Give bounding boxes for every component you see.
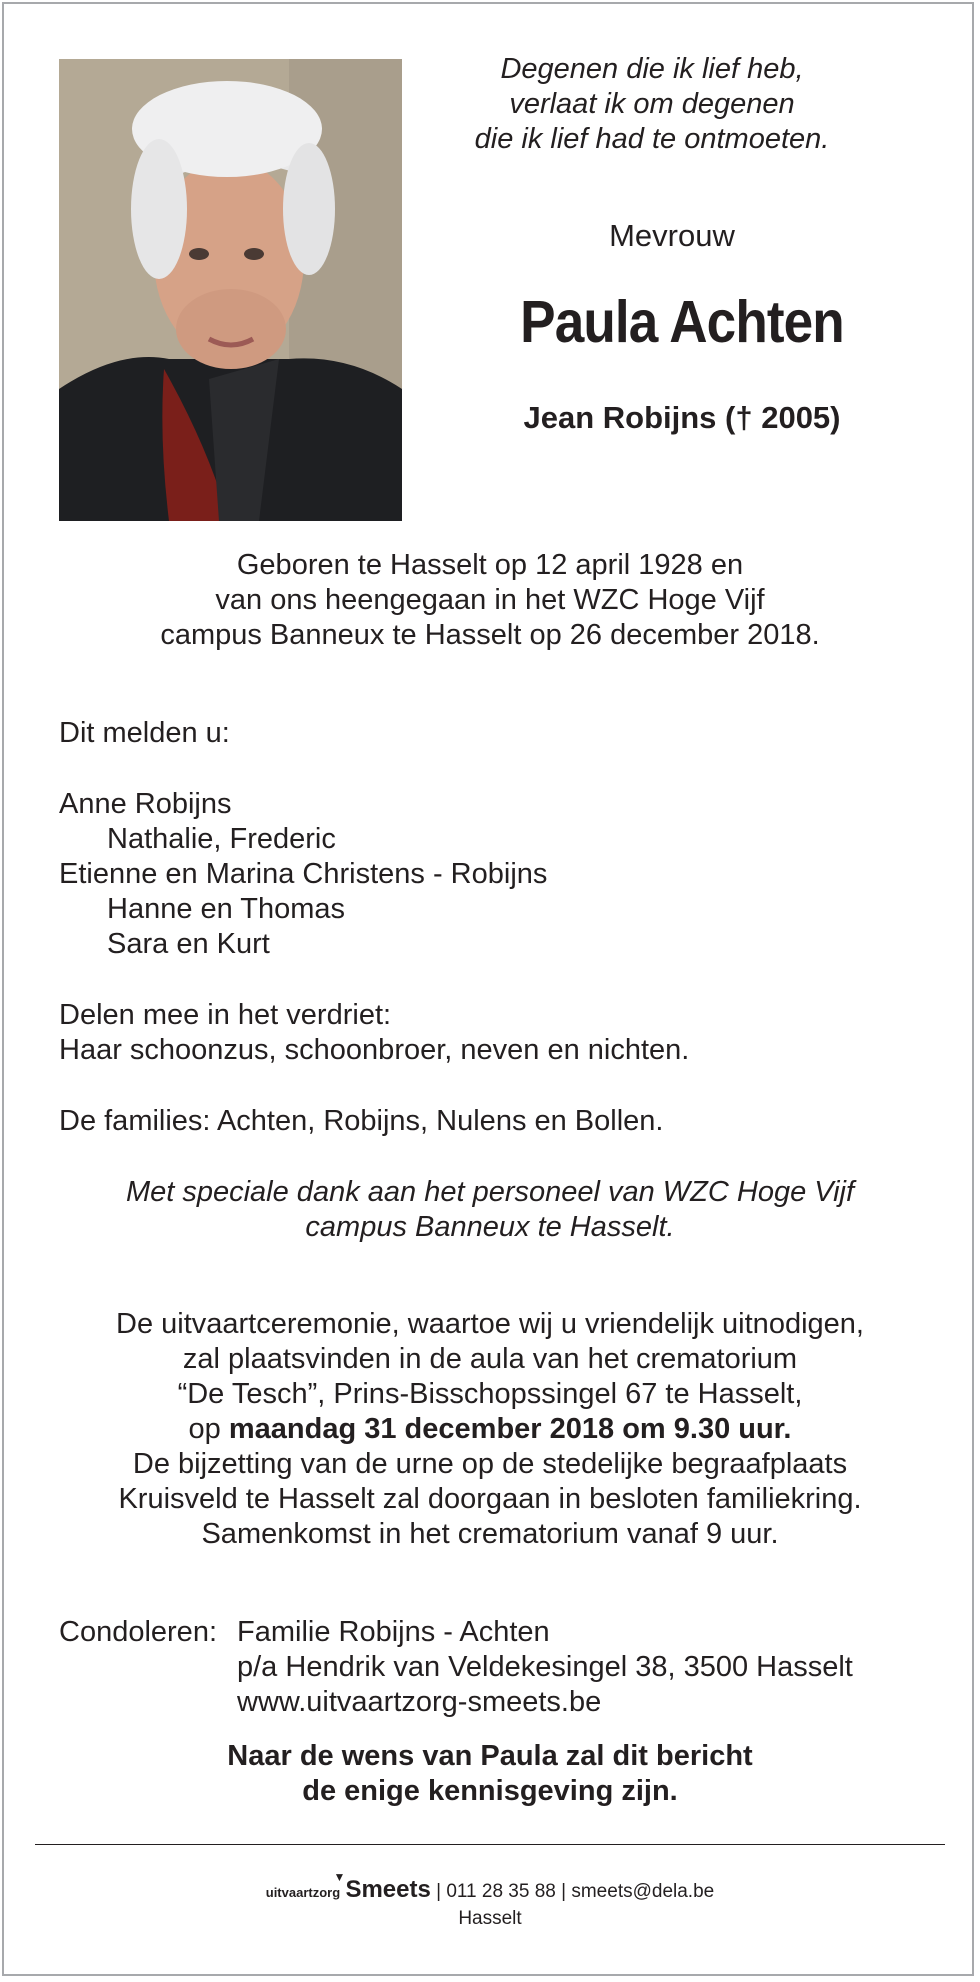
text-line: Naar de wens van Paula zal dit bericht: [227, 1740, 753, 1772]
poem-line: Degenen die ik lief heb,: [500, 53, 804, 85]
separator: |: [436, 1881, 442, 1902]
ceremony-text: [0, 1307, 980, 1552]
text-line: Met speciale dank aan het personeel van WZC Hoge Vijf: [125, 1176, 855, 1208]
text-line: campus Banneux te Hasselt op 26 december 2018.: [160, 619, 820, 651]
text-line: zal plaatsvinden in de aula van het crematorium: [182, 1343, 798, 1375]
condole-details: [237, 1615, 853, 1720]
announce-text: Dit melden u:: [59, 717, 230, 749]
logo-small-text: uitvaartzorg: [265, 1885, 341, 1900]
poem: [452, 52, 852, 157]
phone-number: 011 28 35 88: [446, 1881, 556, 1902]
family-list: [59, 787, 547, 962]
text-line: [0, 1412, 980, 1447]
logo-big-text: Smeets: [345, 1876, 431, 1903]
portrait-illustration: [59, 59, 402, 521]
text-line: van ons heengegaan in het WZC Hoge Vijf: [215, 584, 765, 616]
text-prefix: op: [188, 1413, 221, 1445]
logo-mark-icon: ▼: [333, 1870, 346, 1884]
ceremony-date: maandag 31 december 2018 om 9.30 uur.: [228, 1413, 792, 1445]
text-line: Delen mee in het verdriet:: [59, 999, 392, 1031]
list-item: Nathalie, Frederic: [107, 823, 336, 855]
families-text: De families: Achten, Robijns, Nulens en Bollen.: [59, 1105, 664, 1137]
wish-text: [0, 1739, 980, 1809]
text-line: Kruisveld te Hasselt zal doorgaan in besloten familiekring.: [118, 1483, 862, 1515]
text-line: “De Tesch”, Prins-Bisschopssingel 67 te Hasselt,: [177, 1378, 803, 1410]
share-text: [59, 998, 689, 1068]
email-link[interactable]: smeets@dela.be: [571, 1881, 715, 1902]
footer-line: [0, 1870, 980, 1904]
list-item: Sara en Kurt: [107, 928, 270, 960]
thanks-text: [0, 1175, 980, 1245]
poem-line: verlaat ik om degenen: [509, 88, 795, 120]
deceased-name: Paula Achten: [520, 289, 844, 355]
separator: |: [561, 1881, 567, 1902]
text-line: Samenkomst in het crematorium vanaf 9 uur.: [201, 1518, 779, 1550]
text-line: p/a Hendrik van Veldekesingel 38, 3500 Hasselt: [237, 1651, 853, 1683]
birth-death-text: [0, 548, 980, 653]
condole-label: Condoleren:: [59, 1616, 217, 1648]
poem-line: die ik lief had te ontmoeten.: [474, 123, 830, 155]
portrait-photo: [59, 59, 402, 521]
text-line: Haar schoonzus, schoonbroer, neven en nichten.: [59, 1034, 690, 1066]
list-item: Anne Robijns: [59, 788, 232, 820]
spouse-name: Jean Robijns († 2005): [523, 400, 841, 435]
list-item: Etienne en Marina Christens - Robijns: [59, 858, 548, 890]
text-line: De uitvaartceremonie, waartoe wij u vriendelijk uitnodigen,: [116, 1308, 864, 1340]
text-line: De bijzetting van de urne op de stedelijke begraafplaats: [132, 1448, 848, 1480]
divider: [35, 1844, 945, 1845]
logo-brand: [333, 1870, 431, 1903]
text-line: Geboren te Hasselt op 12 april 1928 en: [236, 549, 744, 581]
text-line: Familie Robijns - Achten: [237, 1616, 550, 1648]
text-line: campus Banneux te Hasselt.: [305, 1211, 675, 1243]
list-item: Hanne en Thomas: [107, 893, 346, 925]
salutation: Mevrouw: [609, 218, 735, 253]
footer: [0, 1870, 980, 1930]
text-line: de enige kennisgeving zijn.: [302, 1775, 678, 1807]
website-link[interactable]: www.uitvaartzorg-smeets.be: [237, 1686, 602, 1718]
footer-city: Hasselt: [458, 1908, 522, 1929]
